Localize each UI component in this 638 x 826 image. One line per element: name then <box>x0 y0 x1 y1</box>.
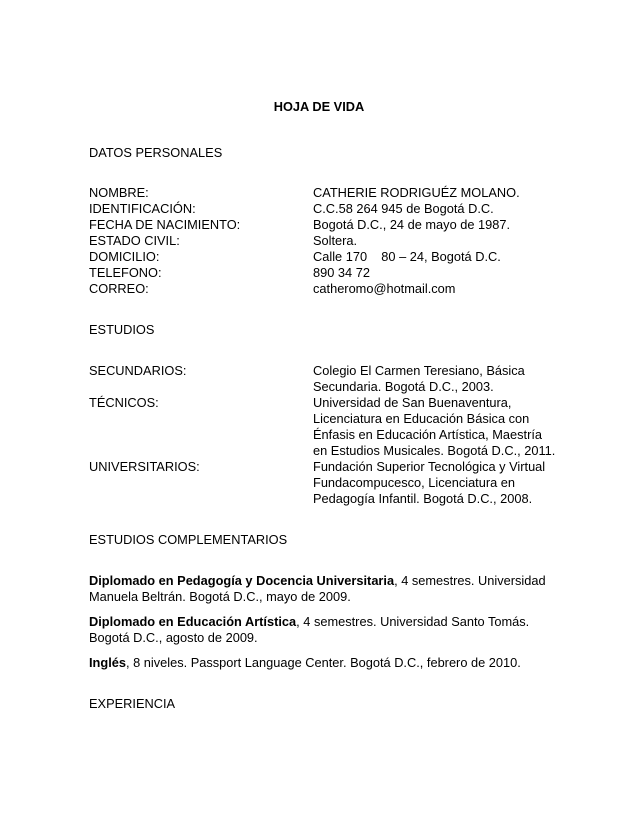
section-heading-complementary: ESTUDIOS COMPLEMENTARIOS <box>89 532 288 547</box>
section-heading-personal: DATOS PERSONALES <box>89 145 223 160</box>
value-universitarios-line: Fundación Superior Tecnológica y Virtual <box>313 459 546 474</box>
label-fecha-nacimiento: FECHA DE NACIMIENTO: <box>89 217 241 232</box>
value-estado-civil: Soltera. <box>313 233 358 248</box>
complementary-item-title: Diplomado en Pedagogía y Docencia Universitaria <box>89 573 395 588</box>
complementary-item-line <box>89 614 529 630</box>
complementary-item-line: Bogotá D.C., agosto de 2009. <box>89 630 258 645</box>
value-nombre: CATHERIE RODRIGUÉZ MOLANO. <box>313 185 520 200</box>
label-telefono: TELEFONO: <box>89 265 162 280</box>
value-correo: catheromo@hotmail.com <box>313 281 456 296</box>
complementary-item-detail: , 4 semestres. Universidad Santo Tomás. <box>296 614 530 629</box>
value-tecnicos-line: en Estudios Musicales. Bogotá D.C., 2011. <box>313 443 556 458</box>
label-tecnicos: TÉCNICOS: <box>89 395 159 410</box>
label-identificacion: IDENTIFICACIÓN: <box>89 201 196 216</box>
complementary-item-detail: , 8 niveles. Passport Language Center. Bogotá D.C., febrero de 2010. <box>125 655 521 670</box>
section-heading-experience: EXPERIENCIA <box>89 696 176 711</box>
section-heading-studies: ESTUDIOS <box>89 322 155 337</box>
complementary-item-detail: , 4 semestres. Universidad <box>394 573 546 588</box>
document-title: HOJA DE VIDA <box>273 99 365 114</box>
complementary-item-line <box>89 573 546 589</box>
label-nombre: NOMBRE: <box>89 185 149 200</box>
value-tecnicos-line: Universidad de San Buenaventura, <box>313 395 512 410</box>
label-correo: CORREO: <box>89 281 149 296</box>
value-universitarios-line: Fundacompucesco, Licenciatura en <box>313 475 516 490</box>
complementary-item-title: Inglés <box>89 655 126 670</box>
value-domicilio: Calle 170 80 – 24, Bogotá D.C. <box>313 249 501 264</box>
value-identificacion: C.C.58 264 945 de Bogotá D.C. <box>313 201 494 216</box>
value-telefono: 890 34 72 <box>313 265 370 280</box>
value-universitarios-line: Pedagogía Infantil. Bogotá D.C., 2008. <box>313 491 533 506</box>
label-domicilio: DOMICILIO: <box>89 249 160 264</box>
value-tecnicos-line: Licenciatura en Educación Básica con <box>313 411 530 426</box>
value-fecha-nacimiento: Bogotá D.C., 24 de mayo de 1987. <box>313 217 511 232</box>
complementary-item-line <box>89 655 521 671</box>
label-secundarios: SECUNDARIOS: <box>89 363 187 378</box>
value-secundarios-line: Colegio El Carmen Teresiano, Básica <box>313 363 525 378</box>
complementary-item-title: Diplomado en Educación Artística <box>89 614 297 629</box>
complementary-item-line: Manuela Beltrán. Bogotá D.C., mayo de 2009. <box>89 589 351 604</box>
label-universitarios: UNIVERSITARIOS: <box>89 459 200 474</box>
value-tecnicos-line: Énfasis en Educación Artística, Maestría <box>313 427 543 442</box>
value-secundarios-line: Secundaria. Bogotá D.C., 2003. <box>313 379 494 394</box>
label-estado-civil: ESTADO CIVIL: <box>89 233 180 248</box>
